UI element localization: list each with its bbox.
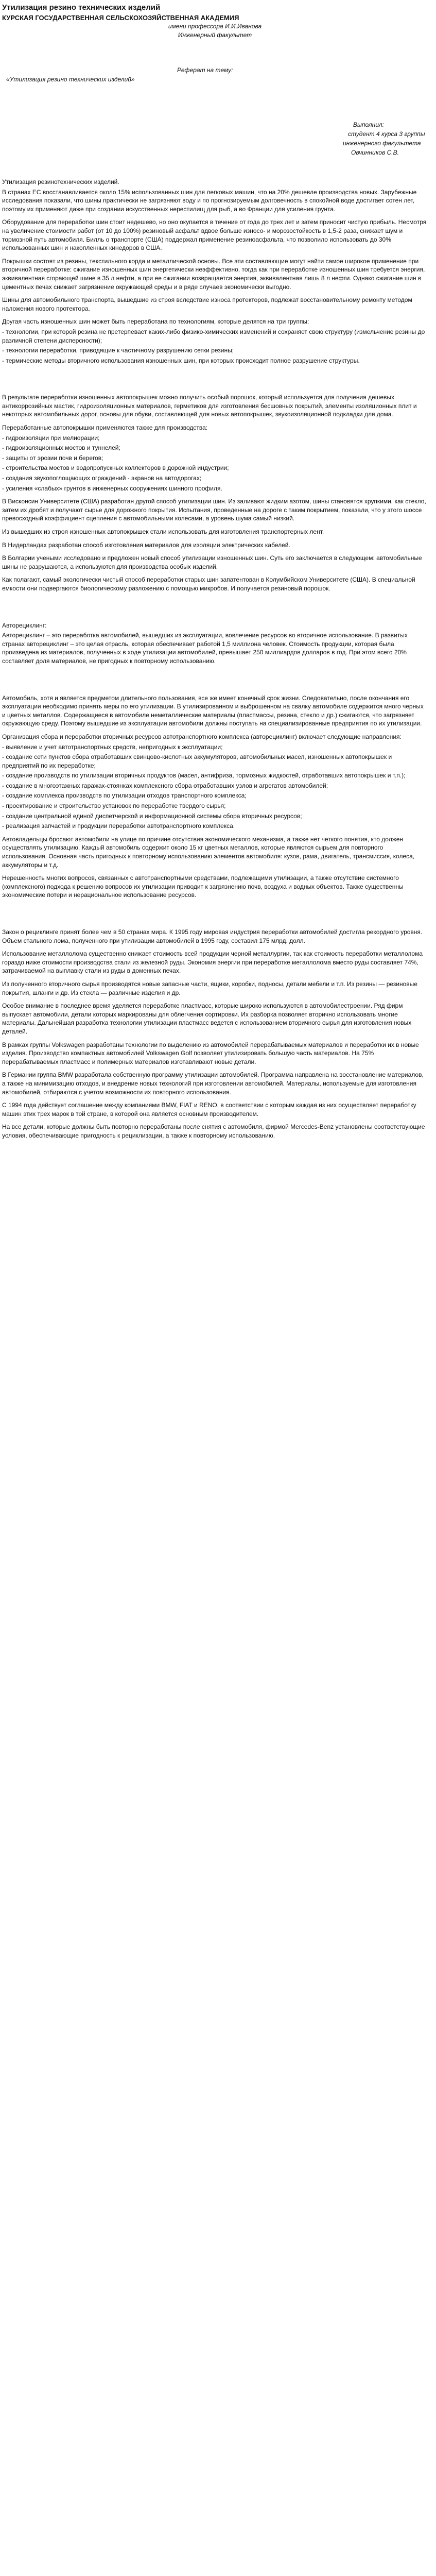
spacer [2,598,428,621]
paragraph: Автовладельцы бросают автомобили на улице по причине отсутствия экономического механизма, а также нет четкого понятия, кто должен осуществлять утилизацию. Каждый автомобиль содержит около 15 кг цветных металлов, которые являются сырьем для повторного использования. Основная часть пригодных к повторному использованию элементов автомобиля: кузов, рама, двигатель, трансмиссия, колеса, аккумуляторы и т.д. [2,835,416,869]
performer-label: Выполнил: [353,121,384,128]
paragraph: В странах ЕС восстанавливается около 15% использованных шин для легковых машин, что на 20% дешевле производства новых. Зарубежные исследования показали, что шины практически не загрязняют воду и по прогнозируемым долговечность в спокойной воде достигает сотен лет, поэтому их применяют даже при создании искусственных нерестилищ для рыб, а во Франции для усиления грунта. [2,188,418,213]
spacer [2,369,428,393]
list-item: - создание комплекса производств по утилизации отходов транспортного комплекса; [2,792,247,800]
paragraph: Организация сбора и переработки вторичных ресурсов автотранспортного комплекса (авторециклинг) включает следующие направления: [2,733,402,740]
referat-block [2,65,428,84]
section-tire-recycling [2,393,428,592]
paragraph: Как полагают, самый экологически чистый способ переработки старых шин запатентован в Колумбийском Университете (США). В специальной емкости они подвергаются биологическому разложению с помощью микробов. И получается резиновый порошок. [2,576,417,592]
paragraph: Нерешенность многих вопросов, связанных с автотранспортными средствами, подлежащими утилизации, а также отсутствие системного (комплексного) подхода к решению вопросов их утилизации приводит к загрязнению почв, воздуха и водных объектов. Также существенны экономические потери и нерациональное использование ресурсов. [2,874,406,899]
list-item: - гидроизоляционных мостов и туннелей; [2,444,120,452]
paragraph: Особое внимание в последнее время уделяется переработке пластмасс, которые широко используются в автомобилестроении. Ряд фирм выпускает автомобили, детали которых маркированы для облегчения сортировки. Их разборка позволяет вторично использовать многие материалы. Дальнейшая разработка технологии утилизации пластмасс ведется с использованием вторичного сырья для изготовления новых деталей. [2,1002,413,1035]
paragraph: В результате переработки изношенных автопокрышек можно получить особый порошок, который используется для получения дешевых антикоррозийных мастик, гидроизоляционных материалов, герметиков для изготовления бесшовных покрытий, элементы изоляционных плит и некоторых автомобильных дорог, основы для обуви, составляющей для новых автопокрышек, звукоизоляционной подкладки для дома. [2,394,418,418]
paragraph: В рамках группы Volkswagen разработаны технологии по выделению из автомобилей перерабатываемых материалов и переработки их в новые изделия. Производство компактных автомобилей Volkswagen Golf позволяет утилизировать большую часть материалов. На 75% перерабатываемых пластмасс и полимерных материалов изготавливают новые детали. [2,1041,421,1065]
paragraph: Шины для автомобильного транспорта, вышедшие из строя вследствие износа протекторов, подлежат восстановительному ремонту методом наложения нового протектора. [2,296,414,312]
paragraph: Закон о рециклинге принят более чем в 50 странах мира. К 1995 году мировая индустрия переработки автомобилей достигла рекордного уровня. Объем стального лома, полученного при утилизации автомобилей в 1995 году, составил 175 млрд. долл. [2,928,424,944]
paragraph: Из полученного вторичного сырья производятся новые запасные части, ящики, коробки, подносы, детали мебели и т.п. Из резины — резиновые покрытия, шланги и др. Из стекла — различные изделия и др. [2,980,420,996]
list-item: - создание в многоэтажных гаражах-стоянках комплексного сбора отработавших узлов и агрегатов автомобилей; [2,782,328,789]
list-item: - создания звукопоглощающих ограждений - экранов на автодорогах; [2,474,202,482]
paragraph: В Болгарии учеными исследовано и предложен новый способ утилизации изношенных шин. Суть его заключается в следующем: автомобильные шины не разрушаются, а используются для производства особых изделий. [2,554,424,570]
list-item: - усиления «слабых» грунтов в инженерных сооружениях шинного профиля. [2,484,222,492]
list-item: - термические методы вторичного использования изношенных шин, при которых происходит полное разрушение структуры. [2,357,360,364]
list-item: - технологии переработки, приводящие к частичному разрушению сетки резины; [2,347,234,354]
performer-block [322,120,428,157]
academy-name: КУРСКАЯ ГОСУДАРСТВЕННАЯ СЕЛЬСКОХОЗЯЙСТВЕННАЯ АКАДЕМИЯ [2,14,239,22]
paragraph: Оборудование для переработки шин стоит недешево, но оно окупается в течение от года до трех лет и затем приносит чистую прибыль. Несмотря на увеличение стоимости работ (от 10 до 100%) резиновый асфальт вдвое больше износо- и морозостойкость в 1,5-2 раза, снижает шум и тормозной путь автомобиля. Билль о транспорте (США) поддержал применение резиноасфальта, что позволило использовать до 30% использованных шин и накопленных кинедоров в США. [2,218,428,252]
paragraph: Автомобиль, хотя и является предметом длительного пользования, все же имеет конечный срок жизни. Следовательно, после окончания его эксплуатации необходимо принять меры по его утилизации. В утилизированном и выброшенном на свалку автомобиле содержится много черных и цветных металлов. Содержащиеся в автомобиле неметаллические материалы (пластмассы, резина, стекло и др.) сжигаются, что загрязняет окружающую среду. Поэтому вышедшие из эксплуатации автомобили должны поступать на специализированные предприятия по их утилизации. [2,694,426,727]
list-item: - гидроизоляции при мелиорации; [2,434,100,442]
paragraph: Использование металлолома существенно снижает стоимость всей продукции черной металлургии, так как стоимость переработки металлолома гораздо ниже стоимости производства стали из железной руды. Экономия энергии при переработке металлолома вместо руды составляет 74%, затрачиваемой на выплавку стали из руды в доменных печах. [2,950,425,975]
paragraph: В Германии группа BMW разработала собственную программу утилизации автомобилей. Программа направлена на восстановление материалов, а также на минимизацию отходов, и внедрение новых технологий при изготовлении автомобилей. Материалы, используемые для изготовления автомобилей, отбираются с учетом возможности их повторного использования. [2,1071,426,1096]
paragraph: Авторециклинг – это переработка автомобилей, вышедших из эксплуатации, вовлечение ресурсов во вторичное использование. В развитых странах авторециклинг – это целая отрасль, которая обеспечивает работой 1,5 миллиона человек. Стоимость продукции, которая была произведена из материалов, полученных в ходе утилизации автомобилей, превышает 250 миллиардов долларов в год. При этом всего 20% составляет доля материалов, не пригодных к повторному использованию. [2,632,410,665]
referat-topic: «Утилизация резино технических изделий» [6,76,135,83]
paragraph: В Нидерландах разработан способ изготовления материалов для изоляции электрических кабелей. [2,541,290,549]
list-item: - реализация запчастей и продукции переработки автотранспортного комплекса. [2,822,235,830]
document-title: Утилизация резино технических изделий [2,3,161,12]
list-item: - технологии, при которой резина не претерпевает каких-либо физико-химических изменений и сохраняет свою структуру (измельчение резины до различной степени дисперсности); [2,328,427,344]
paragraph: Другая часть изношенных шин может быть переработана по технологиям, которые делятся на три группы: [2,318,309,326]
paragraph: Переработанные автопокрышки применяются также для производства: [2,424,208,432]
paragraph: Покрышки состоят из резины, текстильного корда и металлической основы. Все эти составляющие могут найти самое широкое применение при вторичной переработке: сжигание изношенных шин энергетически неэффективно, тогда как при переработке изношенных шин требуется энергия, эквивалентная сгорающей шине в 35 л нефти, а при ее сжигании возвращается энергия, эквивалентная лишь 8 л нефти. Однако сжигание шин в цементных печах снижает загрязнение окружающей среды и в ряде случаев экономически выгодно. [2,257,427,291]
named-after-line: имени профессора И.И.Иванова [168,23,262,30]
list-item: - создание центральной единой диспетчерской и информационной системы сбора вторичных ресурсов; [2,812,302,820]
list-item: - защиты от эрозии почв и берегов; [2,454,103,462]
list-item: - создание производств по утилизации вторичных продуктов (масел, антифриза, тормозных жидкостей, отработавших автопокрышек и т.п.); [2,772,406,779]
list-item: - создание сети пунктов сбора отработавших свинцово-кислотных аккумуляторов, автомобильных масел, изношенных автопокрышек и предприятий по их переработке; [2,753,394,769]
paragraph: Из вышедших из строя изношенных автопокрышек стали использовать для изготовления транспортерных лент. [2,528,324,535]
list-item: - строительства мостов и водопропускных коллекторов в дорожной индустрии; [2,464,229,472]
performer-faculty: инженерного факультета [343,140,421,147]
paragraph: С 1994 года действует соглашение между компаниями BMW, FIAT и RENO, в соответствии с которым каждая из них осуществляет переработку машин этих трех марок в той стране, в которой она является основным производителем. [2,1101,418,1117]
section-recycling-law [2,928,428,1140]
performer-student: студент 4 курса 3 группы [348,130,425,138]
performer-name: Овчинников С.В. [351,149,399,156]
spacer [2,670,428,694]
section-tires-intro [2,178,428,365]
spacer [2,904,428,928]
paragraph: На все детали, которые должны быть повторно переработаны после снятия с автомобиля, фирмой Mercedes-Benz установлены соответствующие условия, обеспечивающие пригодность к рециклизации, а также к повторному использованию. [2,1123,427,1139]
referat-title: Реферат на тему: [177,66,233,74]
section-heading: Авторециклинг: [2,621,47,629]
list-item: - проектирование и строительство установок по переработке твердого сырья; [2,802,226,810]
list-item: - выявление и учет автотранспортных средств, непригодных к эксплуатации; [2,743,223,751]
paragraph: В Висконсин Университете (США) разработан другой способ утилизации шин. Из заливают жидким азотом, шины становятся хрупкими, как стекло, затем их дробят и получают сырье для дорожного покрытия. Испытания, проведенные на дороге с таким покрытием, показали, что у этого шоссе превосходный коэффициент сцепления с автомобильными колесами, а уровень шума самый низкий. [2,498,428,522]
section-autorecycling [2,621,428,900]
section-heading: Утилизация резинотехнических изделий. [2,178,119,185]
faculty-line: Инженерный факультет [178,31,252,39]
